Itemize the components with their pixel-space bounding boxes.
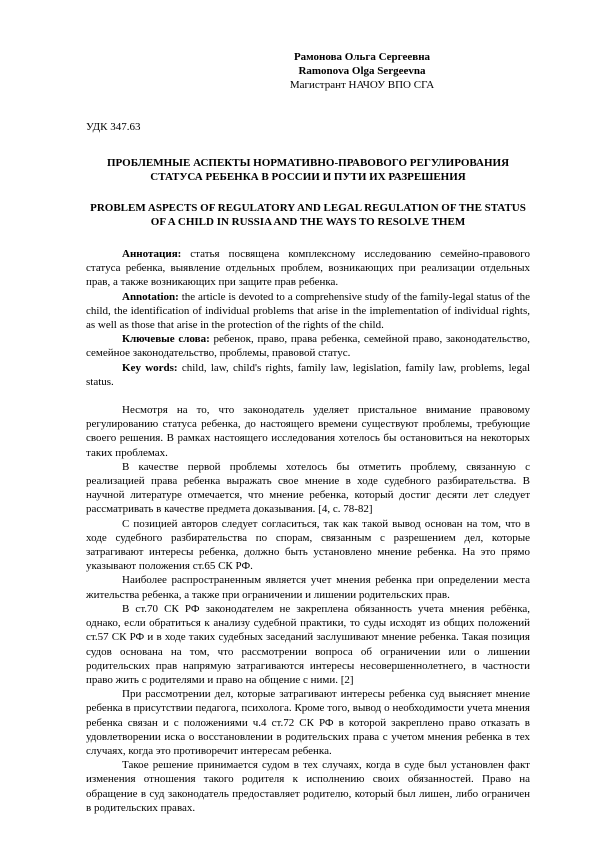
abstract-ru xyxy=(86,247,530,290)
author-name-en: Ramonova Olga Sergeevna xyxy=(298,65,426,77)
body-paragraph: Такое решение принимается судом в тех случаях, когда в суде был установлен факт изменения отношения такого родителя к исполнению своих обязанностей. Право на обращение в суд законодатель предоставляет родителю, который был лишен, либо ограничен в родительских правах. xyxy=(86,759,530,814)
keywords-en xyxy=(86,361,530,389)
author-name-ru: Рамонова Ольга Сергеевна xyxy=(293,51,431,63)
abstract-section xyxy=(86,247,530,389)
body-paragraph: При рассмотрении дел, которые затрагивают интересы ребенка суд выясняет мнение ребенка в присутствии педагога, психолога. Кроме того, вывод о необходимости учета мнения ребенка связан и с положениями ч.4 ст.72 СК РФ в которой закреплено право отказать в удовлетворении иска о восстановлении в родительских права с учетом мнения ребенка в тех случаях, когда это противоречит интересам ребенка. xyxy=(86,688,530,757)
keywords-ru xyxy=(86,332,530,360)
keywords-ru-label: Ключевые слова: xyxy=(122,333,210,346)
body-paragraph: С позицией авторов следует согласиться, так как такой вывод основан на том, что в ходе судебного разбирательства по спорам, связанным с разрешением дел, которые затрагивают интересы ребенка, должно быть установлено мнение ребенка. На это прямо указывают положения ст.65 СК РФ. xyxy=(86,517,530,573)
abstract-en xyxy=(86,290,530,333)
author-block xyxy=(194,50,530,92)
article-title-ru: ПРОБЛЕМНЫЕ АСПЕКТЫ НОРМАТИВНО-ПРАВОВОГО РЕГУЛИРОВАНИЯ СТАТУСА РЕБЕНКА В РОССИИ И ПУТИ ИХ РАЗРЕШЕНИЯ xyxy=(106,157,510,184)
article-title-en: PROBLEM ASPECTS OF REGULATORY AND LEGAL REGULATION OF THE STATUS OF A CHILD IN RUSSIA AND THE WAYS TO RESOLVE THEM xyxy=(90,201,526,228)
abstract-en-label: Annotation: xyxy=(122,290,179,303)
abstract-ru-text: статья посвящена комплексному исследованию семейно-правового статуса ребенка, выявление отдельных проблем, возникающих при реализации отдельных прав, а также возникающих при защите прав ребенка. xyxy=(86,248,530,289)
keywords-en-text: child, law, child's rights, family law, legislation, family law, problems, legal status. xyxy=(86,361,531,388)
abstract-en-text: the article is devoted to a comprehensive study of the family-legal status of the child, the identification of individual problems that arise in the implementation of individual rights, as well as those that arise in the protection of the rights of the child. xyxy=(86,290,530,332)
article-body xyxy=(86,403,530,815)
body-paragraph: В ст.70 СК РФ законодателем не закреплена обязанность учета мнения ребёнка, однако, если обратиться к анализу судебной практики, то суды исходят из общих положений ст.57 СК РФ и в ходе таких судебных заседаний заслушивают мнение ребенка. Такая позиция судов основана на том, что рассмотрении вопроса об ограничении или о лишении родительских прав напрямую затрагиваются интересы несовершеннолетнего, в частности право жить с родителями и право на общение с ними. [2] xyxy=(86,602,530,686)
author-position: Магистрант НАЧОУ ВПО СГА xyxy=(289,79,435,91)
keywords-ru-text: ребенок, право, права ребенка, семейной право, законодательство, семейное законодательство, проблемы, правовой статус. xyxy=(86,333,530,360)
udk-code: УДК 347.63 xyxy=(86,121,141,133)
body-paragraph: Наиболее распространенным является учет мнения ребенка при определении места жительства ребенка, а также при ограничении и лишении родительских прав. xyxy=(86,574,530,601)
abstract-ru-label: Аннотация: xyxy=(122,248,182,261)
body-paragraph: В качестве первой проблемы хотелось бы отметить проблему, связанную с реализацией права ребенка выражать свое мнение в ходе судебного разбирательства. В научной литературе отмечается, что мнение ребенка, который достиг десяти лет следует рассматривать в качестве предмета доказывания. [4, с. 78-82] xyxy=(86,460,530,516)
keywords-en-label: Key words: xyxy=(122,361,178,374)
body-paragraph: Несмотря на то, что законодатель уделяет пристальное внимание правовому регулированию статуса ребенка, до настоящего времени существуют проблемы, требующие своего решения. В рамках настоящего исследования хотелось бы остановиться на некоторых таких проблемах. xyxy=(86,404,530,459)
